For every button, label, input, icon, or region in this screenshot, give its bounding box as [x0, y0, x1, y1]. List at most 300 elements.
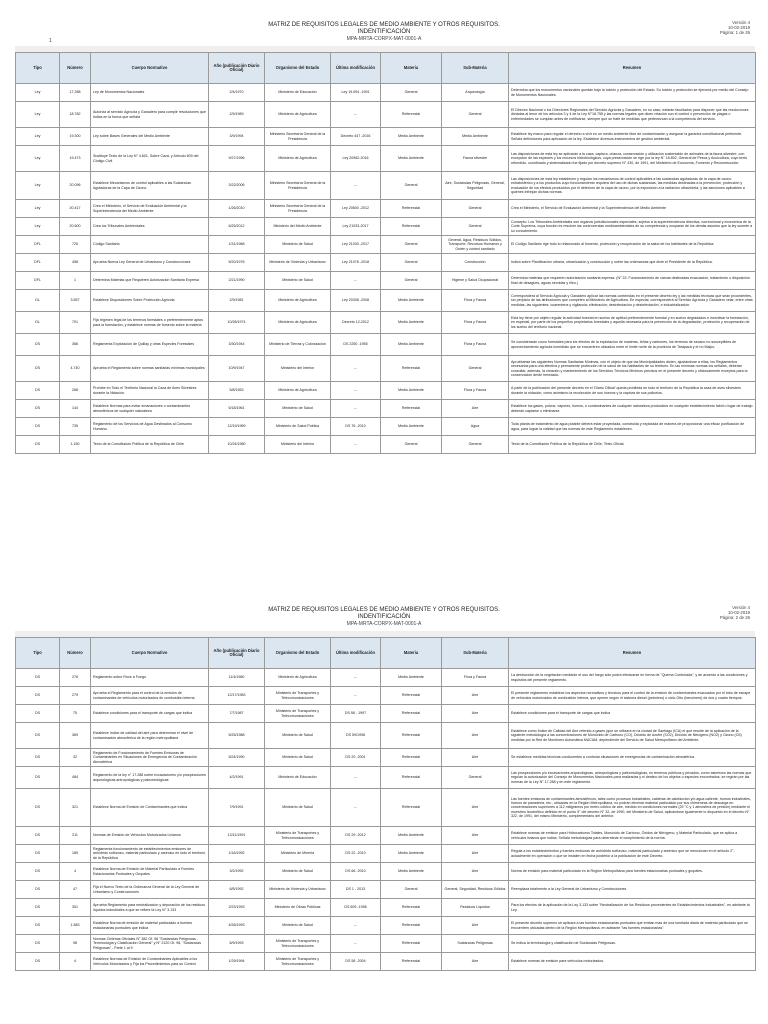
cell-anio: 1/26/2010	[209, 200, 265, 218]
document-subtitle: INDENTIFICACIÓN	[357, 29, 411, 35]
table-row	[16, 845, 756, 863]
page-gap	[0, 540, 768, 585]
requirements-table	[15, 52, 756, 454]
table-row	[16, 128, 756, 146]
cell-materia: Referencial	[381, 899, 442, 917]
cell-numero: 47	[60, 881, 91, 899]
cell-resumen: Establece como Índice de Calidad del Aire referido a gases (que se utilizará en la ciudad de Santiago (ICA) el que resulte de la aplicación de la siguiente metodología a las concentraciones de Monóxido de Carbono (CO), Dióxido de Azufre (SO2), Dióxido de Nitrógeno (NO2) y Ozono (O3) medidas por la Red de Monitoreo Automática MACAM, dependiente del Servicio de Salud Metropolitano del Ambiente.	[509, 723, 756, 749]
cell-tipo: DS	[16, 845, 60, 863]
cell-ultima-modificacion: DS 76 -2010	[331, 418, 381, 436]
cell-tipo: DS	[16, 749, 60, 767]
cell-numero: 98	[60, 935, 91, 953]
cell-anio: 4/2/1991	[209, 767, 265, 789]
cell-materia: Medio Ambiente	[381, 418, 442, 436]
cell-ultima-modificacion: --	[331, 356, 381, 382]
cell-ultima-modificacion: Decreto 447 -2016	[331, 128, 381, 146]
table-row	[16, 272, 756, 290]
table-row	[16, 953, 756, 971]
version-date: 10-02-2019	[728, 25, 750, 30]
cell-resumen: Establece los gases, polvos, vapores, humos, o contaminantes de cualquier naturaleza producidos en cualquier establecimiento fabril o lugar de trabajo deberán captarse o eliminarse.	[509, 400, 756, 418]
cell-sub-materia: Flora y Fauna	[442, 312, 509, 334]
cell-numero: 366	[60, 334, 91, 356]
cell-materia: Referencial	[381, 705, 442, 723]
cell-anio: 6/9/1993	[209, 935, 265, 953]
page-header	[0, 585, 768, 627]
cell-anio: 1/29/1994	[209, 953, 265, 971]
requirements-table	[15, 637, 756, 971]
cell-materia: Referencial	[381, 218, 442, 236]
cell-resumen: El presente reglamento establece los aspectos normativos y técnicos para el control de la emisión de contaminantes evacuados por el tubo de escape de vehículos motorizados de combustión interna, que operen según el sistema diesel (petrolero) o ciclo Otto (bencinero) de dos y cuatro tiempos.	[509, 687, 756, 705]
cell-tipo: DS	[16, 334, 60, 356]
cell-organismo: Ministerio Secretaría General de la Presidencia	[265, 128, 331, 146]
cell-resumen: Determina que los monumentos nacionales quedan bajo la tuición y protección del Estado. Su tuición y protección se ejercerá por medio del Consejo de Monumentos Nacionales.	[509, 84, 756, 102]
col-numero-header: Número	[60, 53, 91, 84]
cell-cuerpo-normativo: Establece Normas para evitar emanaciones o contaminantes atmosféricos de cualquier naturaleza	[91, 400, 209, 418]
cell-organismo: Ministerio de Obras Públicas	[265, 899, 331, 917]
page-label: Página: 1 de 26	[719, 30, 750, 35]
cell-resumen: Indica sobre Planificación urbana, urbanización y construcción y sobre las ordenanzas que dicte el Presidente de la República.	[509, 254, 756, 272]
table-row	[16, 935, 756, 953]
cell-sub-materia: Arqueología	[442, 84, 509, 102]
cell-organismo: Ministerio de Transportes y Telecomunicaciones	[265, 827, 331, 845]
col-anio-header: Año (publicación Diario Oficial)	[209, 638, 265, 669]
col-cuerpo-normativo-header: Cuerpo Normativo	[91, 638, 209, 669]
cell-resumen: Reemplaza totalmente a la Ley General de Urbanismo y Construcciones	[509, 881, 756, 899]
document-title: MATRIZ DE REQUISITOS LEGALES DE MEDIO AMBIENTE Y OTROS REQUISITOS.	[268, 607, 500, 613]
cell-resumen: Las prospecciones y/o excavaciones arqueológicas, antropológicas y paleontológicas, en terrenos públicos y privados, como asimismo las normas que regulan la autorización del Consejo de Monumentos Nacionales para realizarlas y el destino de los objetos o especies encontrados, se regirán por las normas de la Ley N° 17.288 y en este reglamento.	[509, 767, 756, 789]
cell-organismo: Ministerio de Agricultura	[265, 669, 331, 687]
cell-resumen: El Código Sanitario rige todo lo relacionado al fomento, protección y recuperación de la salud de los habitantes de la República.	[509, 236, 756, 254]
version-label: Versión 4	[732, 605, 750, 610]
cell-materia: Referencial	[381, 400, 442, 418]
cell-numero: 1.583	[60, 917, 91, 935]
cell-numero: 4	[60, 953, 91, 971]
cell-organismo: Ministerio de Salud	[265, 400, 331, 418]
cell-anio: 2/9/1981	[209, 290, 265, 312]
cell-organismo: Ministerio Secretaría General de la Presidencia	[265, 200, 331, 218]
cell-organismo: Ministerio de Salud	[265, 272, 331, 290]
cell-resumen: Las disposiciones de esta ley se aplicarán a la caza, captura, crianza, conservación y utilización sustentable de animales de la fauna silvestre, con excepción de las especies y los recursos hidrobiológicos, cuya preservación se rige por la ley N° 18.892, General de Pesca y Acuicultura, cuyo texto refundido, coordinado y sistematizado fue fijado por decreto supremo N° 430, de 1991, del Ministerio de Economía, Fomento y Reconstrucción.	[509, 146, 756, 172]
col-numero-header: Número	[60, 638, 91, 669]
cell-sub-materia: Aire	[442, 863, 509, 881]
cell-anio: 1/16/1992	[209, 845, 265, 863]
cell-resumen: Establece normas de emisión para vehículos motorizados.	[509, 953, 756, 971]
cell-anio: 5/18/1961	[209, 400, 265, 418]
cell-numero: 211	[60, 827, 91, 845]
cell-anio: 3/9/1994	[209, 128, 265, 146]
cell-materia: Medio Ambiente	[381, 146, 442, 172]
cell-ultima-modificacion: --	[331, 935, 381, 953]
cell-tipo: DS	[16, 953, 60, 971]
cell-tipo: DFL	[16, 236, 60, 254]
table-row	[16, 767, 756, 789]
document-page-2	[0, 585, 768, 1024]
cell-anio: 9/27/1996	[209, 146, 265, 172]
col-materia-header: Materia	[381, 53, 442, 84]
cell-resumen: Se considerarán como forestales para los efectos de la explotación de maderas, leñas y carbones, los terrenos de secano no susceptibles de aprovechamiento agrícola inmediato que se encuentren ubicados entre el límite norte de la provincia de Tarapacá y el río Maipo.	[509, 334, 756, 356]
cell-sub-materia: Aire	[442, 917, 509, 935]
cell-organismo: Ministerio del Interior	[265, 356, 331, 382]
cell-cuerpo-normativo: Establece índice de calidad del aire para determinar el nivel de contaminación atmosférica de la región metropolitana	[91, 723, 209, 749]
cell-tipo: DFL	[16, 272, 60, 290]
cell-materia: Referencial	[381, 935, 442, 953]
table-row	[16, 436, 756, 454]
col-cuerpo-normativo-header: Cuerpo Normativo	[91, 53, 209, 84]
cell-anio: 2/9/1989	[209, 102, 265, 128]
table-row	[16, 687, 756, 705]
table-row	[16, 146, 756, 172]
cell-numero: 351	[60, 899, 91, 917]
cell-numero: 321	[60, 789, 91, 827]
cell-cuerpo-normativo: Normas Chilenas Oficiales N° 382 Of. 98 "Sustancias Peligrosas - Terminología y Clasificación General" y N° 2120 Of. 98, "Sustancias Peligrosas" - Parte 1 al 9	[91, 935, 209, 953]
cell-tipo: Ley	[16, 172, 60, 200]
cell-organismo: Ministerio de Agricultura	[265, 382, 331, 400]
cell-sub-materia: Aire	[442, 953, 509, 971]
cell-cuerpo-normativo: Fija el Nuevo Texto de la Ordenanza General de la Ley General de Urbanismo y Construcciones	[91, 881, 209, 899]
cell-tipo: Ley	[16, 146, 60, 172]
cell-resumen: Se indica la terminología y clasificación de Sustancias Peligrosas.	[509, 935, 756, 953]
cell-tipo: DL	[16, 312, 60, 334]
cell-ultima-modificacion: DS 22 -2010	[331, 845, 381, 863]
cell-resumen: Para los efectos de la aplicación de la Ley 3.133 sobre "Neutralización de los Residuos provenientes de Establecimientos Industriales", en adelante la Ley.	[509, 899, 756, 917]
col-ultima-modificacion-header: Última modificación	[331, 53, 381, 84]
cell-organismo: Ministerio de Vivienda y Urbanismo	[265, 881, 331, 899]
cell-ultima-modificacion: --	[331, 917, 381, 935]
cell-cuerpo-normativo: Determina Materias que Requieren Autorización Sanitaria Expresa	[91, 272, 209, 290]
cell-cuerpo-normativo: Crea el Ministerio, el Servicio de Evaluación Ambiental y la Superintendencia del Medio Ambiente	[91, 200, 209, 218]
cell-materia: Referencial	[381, 953, 442, 971]
table-row	[16, 172, 756, 200]
cell-sub-materia: Medio Ambiente	[442, 128, 509, 146]
cell-ultima-modificacion: Ley 20308 -2008	[331, 290, 381, 312]
cell-tipo: DS	[16, 723, 60, 749]
col-tipo-header: Tipo	[16, 53, 60, 84]
cell-organismo: Ministerio de Salud	[265, 863, 331, 881]
cell-numero: 20.600	[60, 218, 91, 236]
cell-resumen: Esta ley tiene por objeto regular la actividad forestal en suelos de aptitud preferentemente forestal y en suelos degradados e incentivar la forestación, en especial, por parte de los pequeños propietarios forestales y aquella necesaria para la prevención de la degradación, protección y recuperación de los suelos del territorio nacional.	[509, 312, 756, 334]
cell-cuerpo-normativo: Aprueba el Reglamento sobre normas sanitarias mínimas municipales	[91, 356, 209, 382]
cell-numero: 19.300	[60, 128, 91, 146]
cell-ultima-modificacion: DS 20 -2001	[331, 749, 381, 767]
cell-organismo: Ministerio de Transportes y Telecomunicaciones	[265, 687, 331, 705]
cell-numero: 701	[60, 312, 91, 334]
cell-cuerpo-normativo: Prohíbe en Todo el Territorio Nacional la Caza de Aves Silvestres durante la Nidación.	[91, 382, 209, 400]
cell-resumen: Texto de la Constitución Política de la República de Chile, Texto Oficial.	[509, 436, 756, 454]
cell-cuerpo-normativo: Aprueba Nueva Ley General de Urbanismo y Construcciones	[91, 254, 209, 272]
cell-resumen: El presente decreto supremo se aplicará a las fuentes estacionarias puntuales que emitan más de una tonelada diaria de material particulado que se encuentren ubicadas dentro de la Región Metropolitana, en adelante "las fuentes estacionarias".	[509, 917, 756, 935]
table-row	[16, 863, 756, 881]
cell-anio: 12/17/1983	[209, 687, 265, 705]
cell-materia: Medio Ambiente	[381, 128, 442, 146]
cell-cuerpo-normativo: Reglamento de los Servicios de Agua Destinados al Consumo Humano.	[91, 418, 209, 436]
cell-organismo: Ministerio de Transportes y Telecomunicaciones	[265, 705, 331, 723]
cell-numero: 144	[60, 400, 91, 418]
cell-cuerpo-normativo: Reglamento de Funcionamiento de Fuentes Emisoras de Contaminantes en Situaciones de Emergencia de Contaminación Atmosférica	[91, 749, 209, 767]
cell-organismo: Ministerio de Salud	[265, 789, 331, 827]
cell-tipo: DS	[16, 400, 60, 418]
cell-ultima-modificacion: --	[331, 272, 381, 290]
col-organismo-header: Organismo del Estado	[265, 53, 331, 84]
cell-ultima-modificacion: Ley 21033-2017	[331, 218, 381, 236]
cell-anio: 4/26/1993	[209, 917, 265, 935]
table-row	[16, 723, 756, 749]
cell-numero: 458	[60, 254, 91, 272]
cell-cuerpo-normativo: Fija régimen legal de los terrenos forestales o preferentemente aptos para la forestación, y establece normas de fomento sobre la materia	[91, 312, 209, 334]
cell-ultima-modificacion: Ley 21078 -2018	[331, 254, 381, 272]
version-block	[720, 20, 750, 35]
page-label: Página: 2 de 26	[719, 615, 750, 620]
cell-organismo: Ministerio de Salud	[265, 236, 331, 254]
cell-cuerpo-normativo: Aprueba el Reglamento para el control de la emisión de contaminantes de vehículos motorizados de combustión interna	[91, 687, 209, 705]
cell-anio: 12/11/1991	[209, 827, 265, 845]
table-row	[16, 899, 756, 917]
cell-anio: 6/5/1992	[209, 881, 265, 899]
cell-ultima-modificacion: --	[331, 172, 381, 200]
cell-ultima-modificacion: Ley 20962-2016	[331, 146, 381, 172]
cell-resumen: Regula a los establecimientos y fuentes emisoras de anhídrido sulfuroso, material particulado y arsénico que se mencionan en el artículo 2°, actualmente en operación o que se instalen en fecha posterior a la publicación de este Decreto.	[509, 845, 756, 863]
cell-numero: 4.740	[60, 356, 91, 382]
cell-ultima-modificacion: DS 66 -2010	[331, 863, 381, 881]
cell-materia: General	[381, 236, 442, 254]
cell-ultima-modificacion: DS 58 -2004	[331, 953, 381, 971]
cell-resumen: La destrucción de la vegetación mediante el uso del fuego sólo podrá efectuarse en forma de "Quema Controlada", y de acuerdo a las condiciones y requisitos del presente reglamento.	[509, 669, 756, 687]
cell-tipo: DS	[16, 382, 60, 400]
table-row	[16, 334, 756, 356]
cell-ultima-modificacion: DS 1 - 2013	[331, 881, 381, 899]
cell-cuerpo-normativo: Normas de Emisión de Vehículos Motorizados Livianos	[91, 827, 209, 845]
cell-tipo: DS	[16, 917, 60, 935]
cell-ultima-modificacion: --	[331, 687, 381, 705]
cell-ultima-modificacion: --	[331, 436, 381, 454]
cell-organismo: Ministerio de Minería	[265, 845, 331, 863]
cell-cuerpo-normativo: Establece Mecanismos de control aplicables a las Sustancias Agotadoras de la Capa de Ozono	[91, 172, 209, 200]
table-row	[16, 705, 756, 723]
cell-tipo: DS	[16, 436, 60, 454]
cell-ultima-modificacion: Ley 19.094 -1991	[331, 84, 381, 102]
cell-materia: Referencial	[381, 723, 442, 749]
cell-ultima-modificacion: DS 59/1998	[331, 723, 381, 749]
table-header-row	[16, 53, 756, 84]
cell-tipo: DS	[16, 669, 60, 687]
cell-numero: 32	[60, 749, 91, 767]
cell-ultima-modificacion: --	[331, 400, 381, 418]
cell-materia: General	[381, 272, 442, 290]
cell-resumen: A partir de la publicación del presente decreto en el 'Diario Oficial' queda prohibida en todo el territorio de la República la caza de aves silvestres durante la nidación, como asimismo la recolección de sus huevos y la captura de sus polluelos.	[509, 382, 756, 400]
cell-materia: General	[381, 436, 442, 454]
cell-organismo: Ministerio de Vivienda y Urbanismo	[265, 254, 331, 272]
cell-cuerpo-normativo: Ley sobre Bases Generales del Medio Ambiente	[91, 128, 209, 146]
cell-resumen: Las fuentes emisoras de contaminantes atmosféricos, tales como procesos industriales, calderas de calefacción y/o agua caliente, hornos industriales, hornos de panadería, etc., ubicadas en la Región Metropolitana, no podrán eliminar material particulado por sus chimeneas de descarga en concentraciones superiores a 112 miligramos por metro cúbico de aire, medido en condiciones normales (25 °C y 1 atmósfera de presión) mediante el muestreo isocinético definido en el punto 5° del decreto N° 32, de 1990, del Ministerio de Salud, aplicándose igualmente lo dispuesto en el decreto N° 322, de 1991, del mismo Ministerio, complementario del anterior.	[509, 789, 756, 827]
cell-materia: Medio Ambiente	[381, 290, 442, 312]
col-ultima-modificacion-header: Última modificación	[331, 638, 381, 669]
cell-organismo: Ministerio del Interior	[265, 436, 331, 454]
cell-sub-materia: Aire	[442, 789, 509, 827]
cell-sub-materia: Aire	[442, 749, 509, 767]
cell-organismo: Ministerio de Agricultura	[265, 290, 331, 312]
cell-cuerpo-normativo: Reglamento sobre Roce a Fuego	[91, 669, 209, 687]
cell-organismo: Ministerio de Tierras y Colonización	[265, 334, 331, 356]
cell-sub-materia: Flora y Fauna	[442, 669, 509, 687]
table-row	[16, 84, 756, 102]
cell-organismo: Ministerio de Agricultura	[265, 102, 331, 128]
cell-materia: Medio Ambiente	[381, 863, 442, 881]
cell-numero: 268	[60, 382, 91, 400]
cell-materia: Medio Ambiente	[381, 312, 442, 334]
cell-resumen: Se establece medidas técnicas conducentes a controlar situaciones de emergencias de contaminación atmosférica.	[509, 749, 756, 767]
cell-numero: 185	[60, 845, 91, 863]
cell-resumen: Establece condiciones para el transporte de cargas que indica	[509, 705, 756, 723]
cell-tipo: Ley	[16, 128, 60, 146]
document-title-block	[0, 607, 768, 628]
cell-materia: Referencial	[381, 200, 442, 218]
cell-resumen: Establece ley marco para regular el derecho a vivir en un medio ambiente libre de contaminación y asegurar la garantía constitucional pertinente. Señala definiciones para aplicación de la ley. Establece diversos instrumentos de gestión ambiental.	[509, 128, 756, 146]
cell-materia: General	[381, 881, 442, 899]
cell-numero: 369	[60, 723, 91, 749]
cell-materia: Medio Ambiente	[381, 382, 442, 400]
col-sub-materia-header: Sub-Materia	[442, 638, 509, 669]
cell-cuerpo-normativo: Establece condiciones para el transporte de cargas que indica	[91, 705, 209, 723]
cell-cuerpo-normativo: Aprueba Reglamento para neutralización y depuración de los residuos líquidos industriales a que se refiere la Ley N° 3.133	[91, 899, 209, 917]
cell-cuerpo-normativo: Ley de Monumentos Nacionales	[91, 84, 209, 102]
cell-cuerpo-normativo: Reglamenta Explotación de Quillay y otras Especies Forestales	[91, 334, 209, 356]
table-row	[16, 312, 756, 334]
cell-sub-materia: Flora y Fauna	[442, 382, 509, 400]
cell-resumen: Las disposiciones de esta ley establecen y regulan los mecanismos de control aplicables a las sustancias agotadoras de la capa de ozono estratosférico y a los productos cuyo funcionamiento requiera del uso de dichas sustancias, las medidas destinadas a la prevención, protección y evaluación de los efectos producidos por el deterioro de la capa de ozono, por la exposición a la radiación ultravioleta, y las sanciones aplicables a quienes infrinjan dichas normas.	[509, 172, 756, 200]
cell-ultima-modificacion: DS 29 -2012	[331, 827, 381, 845]
cell-materia: Referencial	[381, 749, 442, 767]
cell-sub-materia: Residuos Líquidos	[442, 899, 509, 917]
cell-tipo: DS	[16, 881, 60, 899]
cell-resumen: Apruébanse las siguientes Normas Sanitarias Mínimas, con el objeto de que las Municipalidades dicten, ajustándose a ellas, los Reglamentos necesarios para una efectiva y permanente protección de la salud de los habitantes de su territorio. En las mínimas normas los señalan, deberán consultar, además, la creación y mantenimiento de los Servicios Técnicos Mínimos precisos en el presente decreto y oficiosamente exceptos para la conservación de/de heredado.	[509, 356, 756, 382]
cell-tipo: DS	[16, 705, 60, 723]
version-block	[720, 605, 750, 620]
cell-resumen: Corresponderá al Servicio Agrícola y Ganadero aplicar las normas contenidas en el presente decreto ley y las medidas técnicas que sean procedentes, sin perjuicio de las atribuciones que competen al Ministerio de Agricultura. En especial, corresponderá al Servicio Agrícola y Ganadero velar, entre otras medidas, las siguientes: cuarentena y vigilancia; eliminación; desinfectación y desinfectación, e industrialización.	[509, 290, 756, 312]
cell-tipo: DS	[16, 687, 60, 705]
cell-anio: 3/22/2006	[209, 172, 265, 200]
table-row	[16, 356, 756, 382]
cell-organismo: Ministerio Secretaría General de la Presidencia	[265, 172, 331, 200]
document-title: MATRIZ DE REQUISITOS LEGALES DE MEDIO AMBIENTE Y OTROS REQUISITOS.	[268, 22, 500, 28]
cell-ultima-modificacion: --	[331, 669, 381, 687]
cell-cuerpo-normativo: Establece Norma de Emisión de Material Particulado a Fuentes Estacionarias Puntuales y Grupales	[91, 863, 209, 881]
cell-materia: Referencial	[381, 356, 442, 382]
version-date: 10-02-2019	[728, 610, 750, 615]
cell-sub-materia: General	[442, 218, 509, 236]
col-tipo-header: Tipo	[16, 638, 60, 669]
cell-cuerpo-normativo: Autoriza al servicio Agrícola y Ganadero para cumplir resoluciones que indica en la forma que señala	[91, 102, 209, 128]
cell-ultima-modificacion: Decreto 12-2012	[331, 312, 381, 334]
page-header	[0, 0, 768, 42]
table-row	[16, 881, 756, 899]
table-row	[16, 102, 756, 128]
cell-cuerpo-normativo: Reglamenta funcionamiento de establecimientos emisores de anhídrido sulfuroso, material particulado y arsénico en todo el territorio de la República	[91, 845, 209, 863]
cell-sub-materia: Aire	[442, 705, 509, 723]
table-row	[16, 290, 756, 312]
cell-sub-materia: General	[442, 356, 509, 382]
cell-organismo: Ministerio de Agricultura	[265, 146, 331, 172]
cell-numero: 18.782	[60, 102, 91, 128]
cell-anio: 6/25/2012	[209, 218, 265, 236]
cell-ultima-modificacion: DS 58 - 1997	[331, 705, 381, 723]
cell-tipo: DS	[16, 789, 60, 827]
col-organismo-header: Organismo del Estado	[265, 638, 331, 669]
cell-cuerpo-normativo: Texto de la Constitución Política de la República de Chile	[91, 436, 209, 454]
cell-ultima-modificacion: DS 2250 -1955	[331, 334, 381, 356]
col-resumen-header: Resumen	[509, 53, 756, 84]
cell-ultima-modificacion: --	[331, 102, 381, 128]
cell-tipo: DS	[16, 356, 60, 382]
cell-sub-materia: Aire	[442, 400, 509, 418]
cell-tipo: DL	[16, 290, 60, 312]
table-header-row	[16, 638, 756, 669]
cell-sub-materia: Sustancias Peligrosas	[442, 935, 509, 953]
table-row	[16, 669, 756, 687]
table-row	[16, 400, 756, 418]
cell-organismo: Ministerio de Transportes y Telecomunicaciones	[265, 935, 331, 953]
cell-anio: 5/20/1976	[209, 254, 265, 272]
cell-sub-materia: Higiene y Salud Ocupacional	[442, 272, 509, 290]
cell-ultima-modificacion: --	[331, 789, 381, 827]
cell-ultima-modificacion: --	[331, 767, 381, 789]
cell-materia: Medio Ambiente	[381, 845, 442, 863]
cell-cuerpo-normativo: Establece Norma de emisión de material particulado a fuentes estacionarias puntuales que indica	[91, 917, 209, 935]
cell-sub-materia: General	[442, 200, 509, 218]
col-resumen-header: Resumen	[509, 638, 756, 669]
cell-organismo: Ministerio del Medio Ambiente	[265, 218, 331, 236]
cell-anio: 2/21/1990	[209, 272, 265, 290]
table-row	[16, 917, 756, 935]
document-subtitle: INDENTIFICACIÓN	[357, 614, 411, 620]
cell-cuerpo-normativo: Crea los Tribunales Ambientales	[91, 218, 209, 236]
cell-sub-materia: Flora y Fauna	[442, 290, 509, 312]
cell-sub-materia: Flora y Fauna	[442, 334, 509, 356]
cell-resumen: Crea el Ministerio, el Servicio de Evaluación Ambiental y la Superintendencia del Medio Ambiente	[509, 200, 756, 218]
document-code: MPA-MRTA-CORPX-MAT-0001-A	[346, 621, 422, 627]
cell-anio: 7/9/1991	[209, 789, 265, 827]
cell-sub-materia: General	[442, 767, 509, 789]
cell-sub-materia: Agua	[442, 418, 509, 436]
cell-numero: 484	[60, 767, 91, 789]
cell-anio: 5/24/1990	[209, 749, 265, 767]
col-sub-materia-header: Sub-Materia	[442, 53, 509, 84]
cell-numero: 1	[60, 272, 91, 290]
cell-numero: 17.288	[60, 84, 91, 102]
table-row	[16, 789, 756, 827]
cell-tipo: DS	[16, 767, 60, 789]
cell-numero: 20.417	[60, 200, 91, 218]
cell-materia: Referencial	[381, 687, 442, 705]
cell-materia: Medio Ambiente	[381, 669, 442, 687]
cell-organismo: Ministerio de Salud	[265, 749, 331, 767]
cell-numero: 19.473	[60, 146, 91, 172]
cell-cuerpo-normativo: Sustituye Texto de la Ley N° 4.601, Sobre Caza, y Artículo 609 del Código Civil.	[91, 146, 209, 172]
cell-anio: 10/28/1974	[209, 312, 265, 334]
col-anio-header: Año (publicación Diario Oficial)	[209, 53, 265, 84]
cell-anio: 7/7/1987	[209, 705, 265, 723]
cell-ultima-modificacion: Ley 20600 -2012	[331, 200, 381, 218]
cell-sub-materia: Fauna silvestre	[442, 146, 509, 172]
cell-tipo: DS	[16, 827, 60, 845]
cell-organismo: Ministerio de Salud	[265, 917, 331, 935]
cell-sub-materia: General	[442, 436, 509, 454]
document-title-block	[0, 22, 768, 43]
page-number: 1	[49, 38, 52, 44]
cell-tipo: Ley	[16, 84, 60, 102]
cell-organismo: Ministerio de Educación	[265, 84, 331, 102]
version-label: Versión 4	[732, 20, 750, 25]
cell-ultima-modificacion: --	[331, 382, 381, 400]
table-row	[16, 254, 756, 272]
